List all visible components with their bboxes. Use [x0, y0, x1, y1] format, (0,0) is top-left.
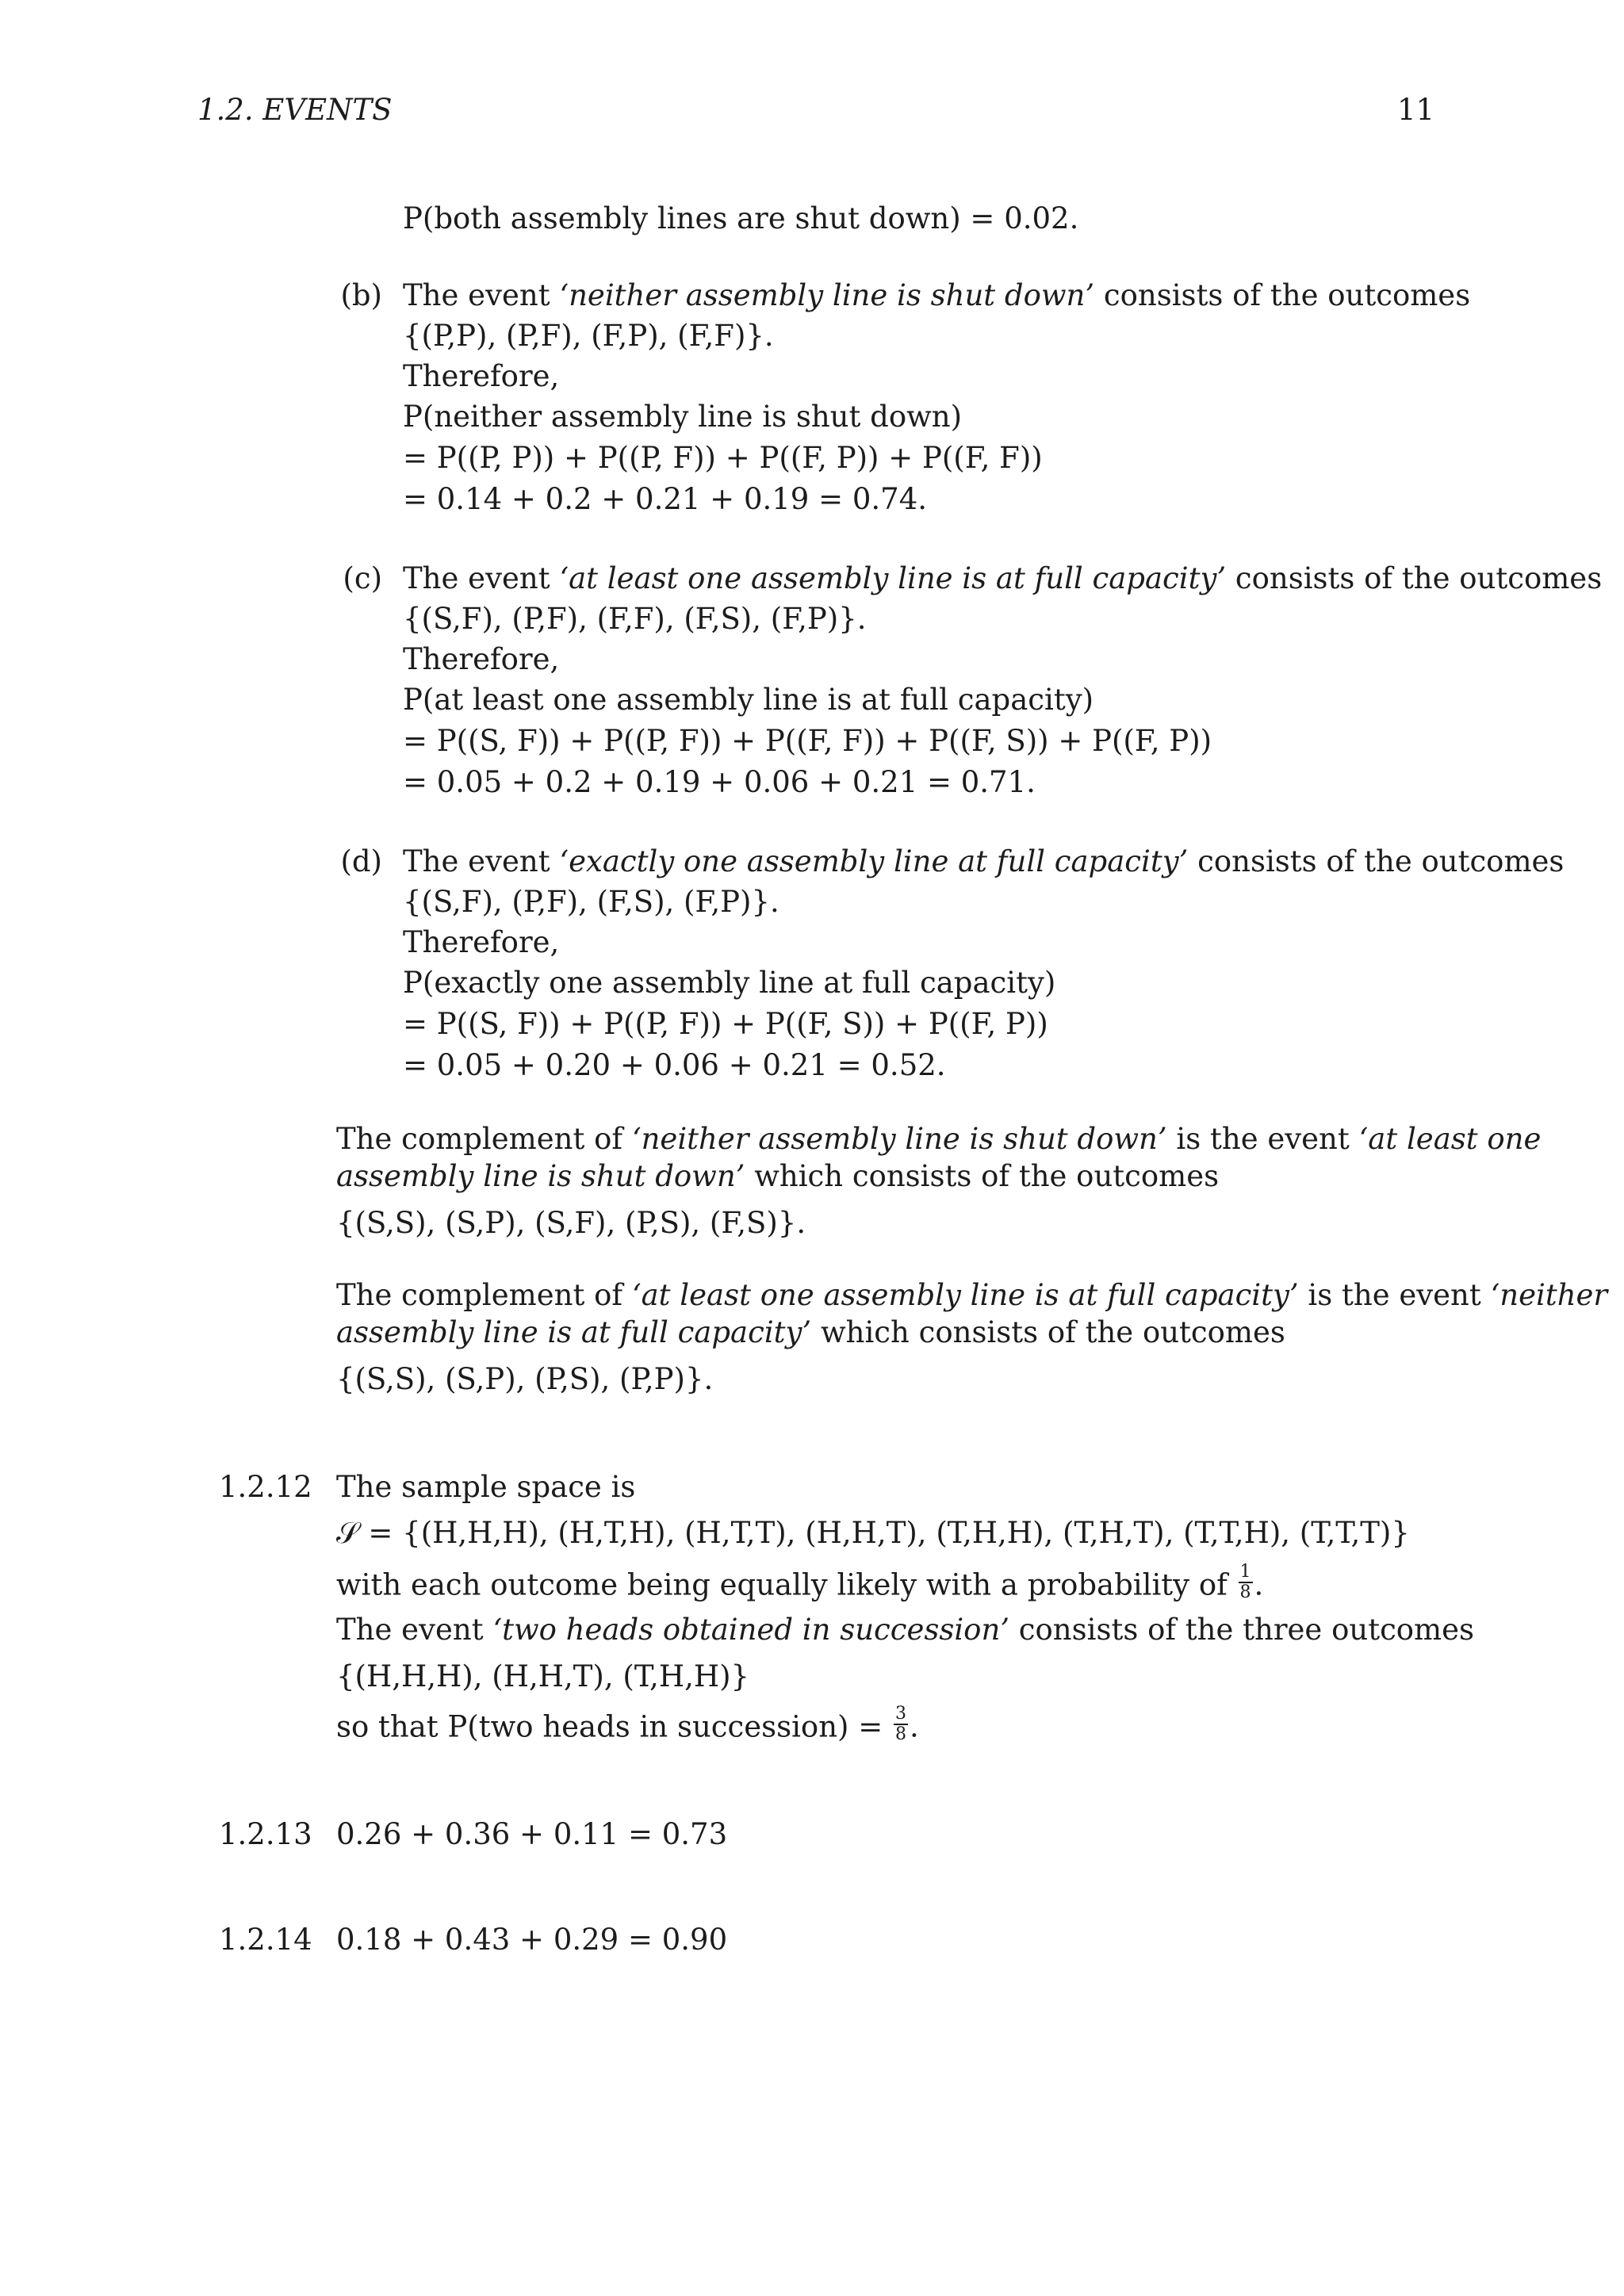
- fraction: $\frac{3}{8}$: [895, 1704, 906, 1744]
- part-d-line: = 0.05 + 0.20 + 0.06 + 0.21 = 0.52.: [403, 1048, 946, 1082]
- part-a-result: P(both assembly lines are shut down) = 0.02.: [403, 201, 1079, 235]
- outcomes-set: {(H,H,H), (H,H,T), (T,H,H)}: [336, 1659, 750, 1693]
- part-b-line: P(neither assembly line is shut down): [403, 400, 963, 434]
- complement-2-line: The complement of ‘at least one assembly line is at full capacity’ is the event ‘neither: [336, 1278, 1608, 1312]
- part-c-line: {(S,F), (P,F), (F,F), (F,S), (F,P)}.: [403, 602, 867, 636]
- complement-2-line: assembly line is at full capacity’ which consists of the outcomes: [336, 1315, 1285, 1349]
- part-b-line: = P((P, P)) + P((P, F)) + P((F, P)) + P((F, F)): [403, 441, 1043, 475]
- sample-space-set: 𝒮 = {(H,H,H), (H,T,H), (H,T,T), (H,H,T), (T,H,H), (T,H,T), (T,T,H), (T,T,T)}: [336, 1516, 1410, 1550]
- part-d-line: {(S,F), (P,F), (F,S), (F,P)}.: [403, 885, 779, 919]
- problem-1-2-12-line: so that P(two heads in succession) = $\frac{3}{8}$ .: [336, 1704, 919, 1744]
- running-header: 1.2. EVENTS: [197, 93, 393, 127]
- complement-2-set: {(S,S), (S,P), (P,S), (P,P)}.: [336, 1362, 714, 1396]
- part-b-line: Therefore,: [403, 359, 560, 393]
- part-c-label: (c): [343, 561, 382, 595]
- problem-1-2-13-expression: 0.26 + 0.36 + 0.11 = 0.73: [336, 1817, 728, 1851]
- problem-1-2-12-line: The sample space is: [336, 1470, 636, 1504]
- problem-number: 1.2.13: [219, 1817, 312, 1851]
- part-d-line: = P((S, F)) + P((P, F)) + P((F, S)) + P((F, P)): [403, 1007, 1048, 1041]
- complement-1-line: assembly line is shut down’ which consists of the outcomes: [336, 1159, 1220, 1193]
- complement-1-line: The complement of ‘neither assembly line is shut down’ is the event ‘at least one: [336, 1122, 1542, 1156]
- part-b-label: (b): [340, 278, 382, 312]
- complement-1-set: {(S,S), (S,P), (S,F), (P,S), (F,S)}.: [336, 1206, 806, 1240]
- part-d-label: (d): [340, 844, 382, 878]
- part-c-line: = P((S, F)) + P((P, F)) + P((F, F)) + P((F, S)) + P((F, P)): [403, 724, 1212, 758]
- fraction: $\frac{1}{8}$: [1239, 1562, 1251, 1602]
- part-d-line: P(exactly one assembly line at full capacity): [403, 966, 1056, 1000]
- part-b-line: {(P,P), (P,F), (F,P), (F,F)}.: [403, 319, 774, 353]
- part-c-intro: The event ‘at least one assembly line is at full capacity’ consists of the outcomes: [403, 561, 1603, 595]
- part-c-line: = 0.05 + 0.2 + 0.19 + 0.06 + 0.21 = 0.71.: [403, 765, 1036, 799]
- part-d-line: Therefore,: [403, 925, 560, 959]
- part-b-line: = 0.14 + 0.2 + 0.21 + 0.19 = 0.74.: [403, 482, 927, 516]
- problem-1-2-12-line: The event ‘two heads obtained in succession’ consists of the three outcomes: [336, 1613, 1475, 1647]
- problem-1-2-12-line: with each outcome being equally likely with a probability of $\frac{1}{8}$ .: [336, 1562, 1264, 1602]
- part-c-line: P(at least one assembly line is at full capacity): [403, 683, 1094, 717]
- problem-number: 1.2.14: [219, 1923, 312, 1957]
- part-c-line: Therefore,: [403, 642, 560, 676]
- problem-1-2-14-expression: 0.18 + 0.43 + 0.29 = 0.90: [336, 1923, 728, 1957]
- part-b-intro: The event ‘neither assembly line is shut down’ consists of the outcomes: [403, 278, 1471, 312]
- problem-number: 1.2.12: [219, 1470, 312, 1504]
- page-number: 11: [1397, 93, 1435, 127]
- part-d-intro: The event ‘exactly one assembly line at full capacity’ consists of the outcomes: [403, 844, 1565, 878]
